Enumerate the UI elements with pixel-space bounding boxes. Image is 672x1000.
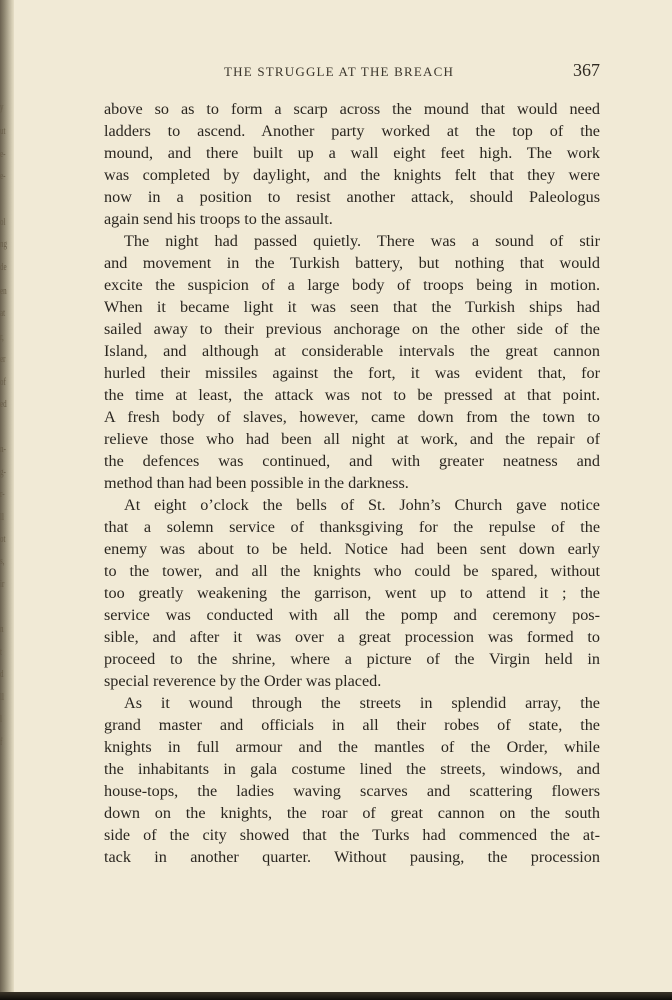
gutter-fragment: en (0, 286, 7, 297)
text-line: excite the suspicion of a large body of troops being in motion. (104, 276, 600, 294)
text-line: side of the city showed that the Turks had commenced the at- (104, 826, 600, 844)
gutter-fragment: r- (0, 489, 5, 500)
text-line: method than had been possible in the darkness. (104, 474, 409, 492)
text-line: the defences was continued, and with greater neatness and (104, 452, 600, 470)
page-header (104, 60, 600, 82)
text-line: special reverence by the Order was placed. (104, 672, 382, 690)
gutter-fragment: of (0, 377, 6, 388)
text-line: too greatly weakening the garrison, went up to attend it ; the (104, 584, 600, 602)
page-bottom-edge (0, 992, 672, 1000)
gutter-fragment: ll (0, 512, 4, 523)
text-line: now in a position to resist another attack, should Paleologus (104, 188, 600, 206)
gutter-fragment: de (0, 262, 7, 273)
text-line: to the tower, and all the knights who could be spared, without (104, 562, 600, 580)
gutter-fragment: f (0, 737, 3, 748)
gutter-fragment: n- (0, 444, 6, 455)
gutter-fragment: e- (0, 171, 6, 182)
text-line: down on the knights, the roar of great cannon on the south (104, 804, 600, 822)
body-text (104, 98, 600, 868)
text-line: was completed by daylight, and the knights felt that they were (104, 166, 600, 184)
text-line: enemy was about to be held. Notice had been sent down early (104, 540, 600, 558)
gutter-fragment: t (0, 647, 2, 658)
gutter-fragment: er (0, 354, 6, 365)
gutter-fragment: l (0, 714, 2, 725)
text-line: tack in another quarter. Without pausing, the procession (104, 848, 600, 866)
text-line: the time at least, the attack was not to be pressed at that point. (104, 386, 600, 404)
text-line: sailed away to their previous anchorage on the other side of the (104, 320, 600, 338)
text-line: ladders to ascend. Another party worked at the top of the (104, 122, 600, 140)
text-line: house-tops, the ladies waving scarves and scattering flowers (104, 782, 600, 800)
text-line: As it wound through the streets in splendid array, the (124, 694, 600, 712)
page-number: 367 (573, 60, 600, 80)
gutter-fragment: d (0, 669, 4, 680)
text-line: and movement in the Turkish battery, but nothing that would (104, 254, 600, 272)
gutter-fragment: ol (0, 217, 6, 228)
gutter-fragment: g- (0, 467, 6, 478)
gutter-fragment: ng (0, 239, 7, 250)
text-line: hurled their missiles against the fort, it was evident that, for (104, 364, 600, 382)
text-line: mound, and there built up a wall eight feet high. The work (104, 144, 600, 162)
text-line: The night had passed quietly. There was a sound of stir (124, 232, 600, 250)
text-line: Island, and although at considerable intervals the great cannon (104, 342, 600, 360)
gutter-fragment: r, (0, 332, 4, 343)
gutter-fragment: n (0, 624, 4, 635)
text-line: again send his troops to the assault. (104, 210, 333, 228)
gutter-fragment: s, (0, 556, 5, 567)
text-line: knights in full armour and the mantles of the Order, while (104, 738, 600, 756)
text-line: service was conducted with all the pomp and ceremony pos- (104, 606, 600, 624)
gutter-fragment: ed (0, 399, 7, 410)
text-line: relieve those who had been all night at work, and the repair of (104, 430, 600, 448)
text-line: sible, and after it was over a great procession was formed to (104, 628, 600, 646)
text-line: the inhabitants in gala costume lined the streets, windows, and (104, 760, 600, 778)
gutter-fragment: ir (0, 579, 5, 590)
gutter-fragment: ot (0, 534, 6, 545)
gutter-fragment: e- (0, 149, 6, 160)
gutter-fragment: ut (0, 126, 6, 137)
text-line: grand master and officials in all their robes of state, the (104, 716, 600, 734)
running-title: THE STRUGGLE AT THE BREACH (224, 64, 455, 79)
gutter-fragment: at (0, 308, 6, 319)
gutter-fragment: ll (0, 692, 4, 703)
text-line: proceed to the shrine, where a picture of the Virgin held in (104, 650, 600, 668)
gutter-fragment: y (0, 102, 4, 113)
text-line: A fresh body of slaves, however, came down from the town to (104, 408, 600, 426)
text-line: At eight o’clock the bells of St. John’s Church gave notice (124, 496, 600, 514)
text-line: that a solemn service of thanksgiving for the repulse of the (104, 518, 600, 536)
text-line: above so as to form a scarp across the mound that would need (104, 100, 600, 118)
text-line: When it became light it was seen that the Turkish ships had (104, 298, 600, 316)
